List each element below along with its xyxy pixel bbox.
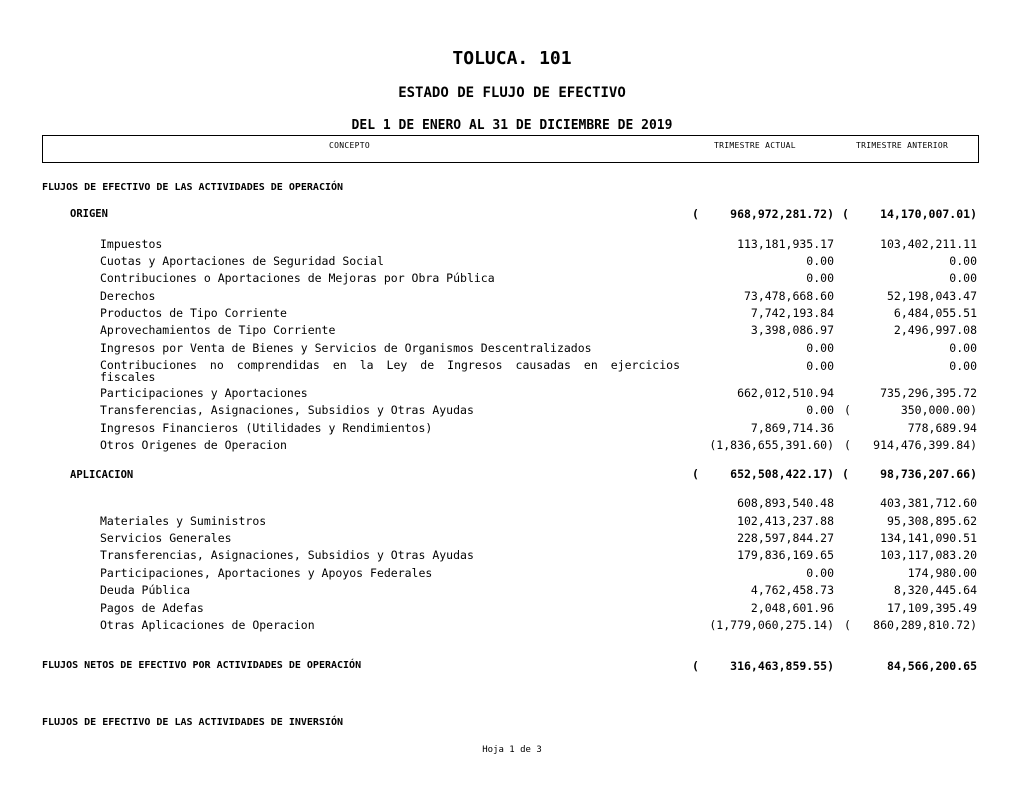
line-item-label: Deuda Pública bbox=[100, 583, 191, 597]
line-item-label: Otras Aplicaciones de Operacion bbox=[100, 618, 315, 632]
line-item-current: 2,048,601.96 bbox=[750, 601, 834, 615]
line-item-current: (1,779,060,275.14) bbox=[709, 618, 834, 632]
line-item-label: Impuestos bbox=[100, 237, 163, 251]
net-operating-previous: 84,566,200.65 bbox=[886, 659, 977, 673]
report-title: TOLUCA. 101 bbox=[452, 48, 572, 69]
line-item-current: (1,836,655,391.60) bbox=[709, 438, 834, 452]
line-item-label: Materiales y Suministros bbox=[100, 514, 267, 528]
column-header-concept: CONCEPTO bbox=[329, 141, 370, 150]
line-item-previous: 103,402,211.11 bbox=[880, 237, 977, 251]
line-item-previous: 350,000.00) bbox=[900, 403, 977, 417]
line-item-current: 0.00 bbox=[806, 254, 834, 268]
paren-open: ( bbox=[844, 438, 851, 452]
line-item-previous: 8,320,445.64 bbox=[893, 583, 977, 597]
origen-total-previous: 14,170,007.01) bbox=[880, 207, 977, 221]
line-item-current: 608,893,540.48 bbox=[737, 496, 834, 510]
line-item-label: Pagos de Adefas bbox=[100, 601, 204, 615]
section-operating-title: FLUJOS DE EFECTIVO DE LAS ACTIVIDADES DE OPERACIÓN bbox=[42, 182, 344, 193]
line-item-previous: 0.00 bbox=[949, 341, 977, 355]
line-item-current: 0.00 bbox=[806, 359, 834, 373]
line-item-previous: 95,308,895.62 bbox=[886, 514, 977, 528]
line-item-previous: 914,476,399.84) bbox=[873, 438, 977, 452]
line-item-previous: 0.00 bbox=[949, 359, 977, 373]
line-item-label: Participaciones, Aportaciones y Apoyos Federales bbox=[100, 566, 433, 580]
paren-open: ( bbox=[844, 403, 851, 417]
net-operating-current: 316,463,859.55) bbox=[730, 659, 834, 673]
line-item-label: Ingresos por Venta de Bienes y Servicios de Organismos Descentralizados bbox=[100, 341, 592, 355]
line-item-label: Contribuciones no comprendidas en la Ley de Ingresos causadas en ejercicios fiscales bbox=[100, 358, 680, 384]
line-item-current: 0.00 bbox=[806, 271, 834, 285]
line-item-label: Cuotas y Aportaciones de Seguridad Social bbox=[100, 254, 384, 268]
aplicacion-total-current: 652,508,422.17) bbox=[730, 467, 834, 481]
line-item-current: 0.00 bbox=[806, 566, 834, 580]
line-item-current: 228,597,844.27 bbox=[737, 531, 834, 545]
line-item-current: 7,742,193.84 bbox=[750, 306, 834, 320]
line-item-previous: 17,109,395.49 bbox=[886, 601, 977, 615]
line-item-label: Transferencias, Asignaciones, Subsidios y Otras Ayudas bbox=[100, 548, 474, 562]
line-item-label: Contribuciones o Aportaciones de Mejoras por Obra Pública bbox=[100, 271, 495, 285]
line-item-current: 102,413,237.88 bbox=[737, 514, 834, 528]
line-item-label: Productos de Tipo Corriente bbox=[100, 306, 287, 320]
line-item-current: 4,762,458.73 bbox=[750, 583, 834, 597]
group-origen-label: ORIGEN bbox=[70, 208, 108, 220]
line-item-current: 73,478,668.60 bbox=[743, 289, 834, 303]
line-item-label: Ingresos Financieros (Utilidades y Rendimientos) bbox=[100, 421, 433, 435]
line-item-current: 662,012,510.94 bbox=[737, 386, 834, 400]
paren-open: ( bbox=[692, 659, 699, 673]
report-subtitle: ESTADO DE FLUJO DE EFECTIVO bbox=[398, 85, 626, 101]
line-item-previous: 6,484,055.51 bbox=[893, 306, 977, 320]
net-operating-label: FLUJOS NETOS DE EFECTIVO POR ACTIVIDADES DE OPERACIÓN bbox=[42, 660, 362, 671]
line-item-previous: 0.00 bbox=[949, 271, 977, 285]
paren-open: ( bbox=[692, 467, 699, 481]
column-header-box bbox=[42, 135, 979, 163]
line-item-previous: 778,689.94 bbox=[907, 421, 977, 435]
paren-open: ( bbox=[844, 618, 851, 632]
line-item-label: Participaciones y Aportaciones bbox=[100, 386, 308, 400]
line-item-current: 179,836,169.65 bbox=[737, 548, 834, 562]
line-item-previous: 103,117,083.20 bbox=[880, 548, 977, 562]
line-item-previous: 735,296,395.72 bbox=[880, 386, 977, 400]
line-item-current: 3,398,086.97 bbox=[750, 323, 834, 337]
aplicacion-total-previous: 98,736,207.66) bbox=[880, 467, 977, 481]
report-period: DEL 1 DE ENERO AL 31 DE DICIEMBRE DE 2019 bbox=[351, 118, 673, 133]
page-number: Hoja 1 de 3 bbox=[482, 745, 542, 755]
column-header-current: TRIMESTRE ACTUAL bbox=[714, 141, 796, 150]
line-item-previous: 134,141,090.51 bbox=[880, 531, 977, 545]
line-item-label: Aprovechamientos de Tipo Corriente bbox=[100, 323, 336, 337]
line-item-current: 0.00 bbox=[806, 403, 834, 417]
paren-open: ( bbox=[842, 467, 849, 481]
line-item-previous: 2,496,997.08 bbox=[893, 323, 977, 337]
line-item-previous: 403,381,712.60 bbox=[880, 496, 977, 510]
line-item-current: 0.00 bbox=[806, 341, 834, 355]
line-item-previous: 860,289,810.72) bbox=[873, 618, 977, 632]
paren-open: ( bbox=[692, 207, 699, 221]
line-item-current: 113,181,935.17 bbox=[737, 237, 834, 251]
paren-open: ( bbox=[842, 207, 849, 221]
line-item-label: Derechos bbox=[100, 289, 156, 303]
group-aplicacion-label: APLICACION bbox=[70, 469, 134, 481]
line-item-previous: 52,198,043.47 bbox=[886, 289, 977, 303]
section-investing-title: FLUJOS DE EFECTIVO DE LAS ACTIVIDADES DE INVERSIÓN bbox=[42, 717, 344, 728]
column-header-previous: TRIMESTRE ANTERIOR bbox=[856, 141, 949, 150]
origen-total-current: 968,972,281.72) bbox=[730, 207, 834, 221]
line-item-label: Otros Origenes de Operacion bbox=[100, 438, 287, 452]
line-item-label: Servicios Generales bbox=[100, 531, 232, 545]
line-item-current: 7,869,714.36 bbox=[750, 421, 834, 435]
line-item-previous: 0.00 bbox=[949, 254, 977, 268]
line-item-label: Transferencias, Asignaciones, Subsidios y Otras Ayudas bbox=[100, 403, 474, 417]
line-item-previous: 174,980.00 bbox=[907, 566, 977, 580]
